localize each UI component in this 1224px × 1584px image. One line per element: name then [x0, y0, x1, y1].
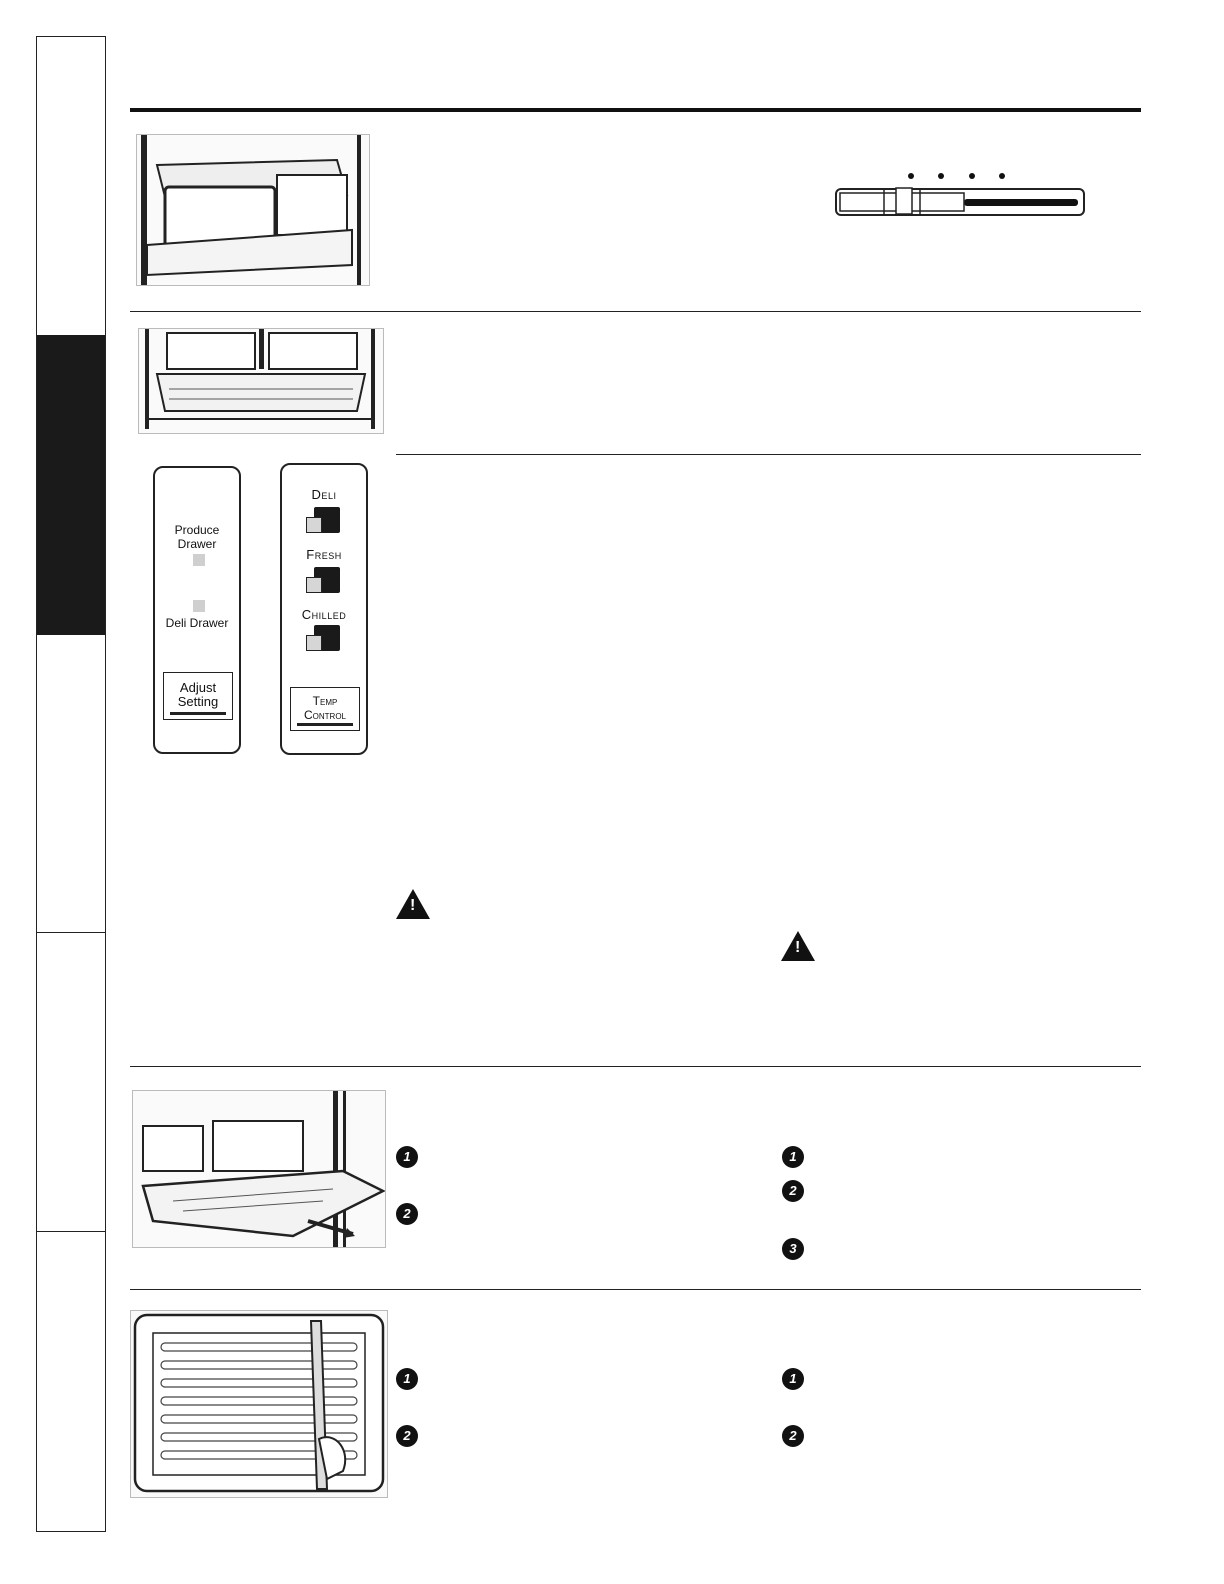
step-number: 2 — [396, 1425, 418, 1447]
chilled-setting-label: Chilled — [301, 607, 347, 622]
step-number: 2 — [396, 1203, 418, 1225]
temp-control-panel — [280, 463, 368, 755]
step-number: 2 — [782, 1180, 804, 1202]
adjust-setting-button[interactable]: Adjust Setting — [163, 672, 233, 720]
step-number: 2 — [782, 1425, 804, 1447]
side-tab-strip — [36, 36, 106, 1532]
side-tab-divider — [37, 1231, 105, 1232]
fresh-setting-indicator — [314, 567, 340, 593]
deli-setting-indicator — [314, 507, 340, 533]
step-number: 1 — [396, 1146, 418, 1168]
section-rule — [396, 454, 1141, 455]
warning-mark: ! — [795, 939, 801, 956]
step-number: 1 — [396, 1368, 418, 1390]
side-tab-divider — [37, 932, 105, 933]
tray-divider-illustration — [130, 1310, 388, 1498]
side-tab-active — [37, 335, 105, 635]
produce-drawer-label: Produce Drawer — [174, 523, 220, 551]
fresh-setting-label: Fresh — [306, 547, 342, 562]
section-rule — [130, 311, 1141, 312]
produce-drawer-indicator — [193, 554, 205, 566]
step-number: 3 — [782, 1238, 804, 1260]
drawer-illustration — [136, 134, 370, 286]
step-number: 1 — [782, 1146, 804, 1168]
drawer-selector-panel — [153, 466, 241, 754]
drawer-removal-illustration — [132, 1090, 386, 1248]
warning-icon — [781, 931, 815, 961]
deli-setting-label: Deli — [311, 487, 337, 502]
chilled-setting-indicator — [314, 625, 340, 651]
header-rule — [130, 108, 1141, 112]
temp-control-button[interactable]: Temp Control — [290, 687, 360, 731]
deli-drawer-indicator — [193, 600, 205, 612]
section-rule — [130, 1066, 1141, 1067]
deli-drawer-label: Deli Drawer — [165, 616, 229, 630]
warning-icon — [396, 889, 430, 919]
step-number: 1 — [782, 1368, 804, 1390]
section-rule — [130, 1289, 1141, 1290]
temperature-slider[interactable] — [834, 168, 1086, 218]
warning-mark: ! — [410, 897, 416, 914]
lower-drawer-illustration — [138, 328, 384, 434]
